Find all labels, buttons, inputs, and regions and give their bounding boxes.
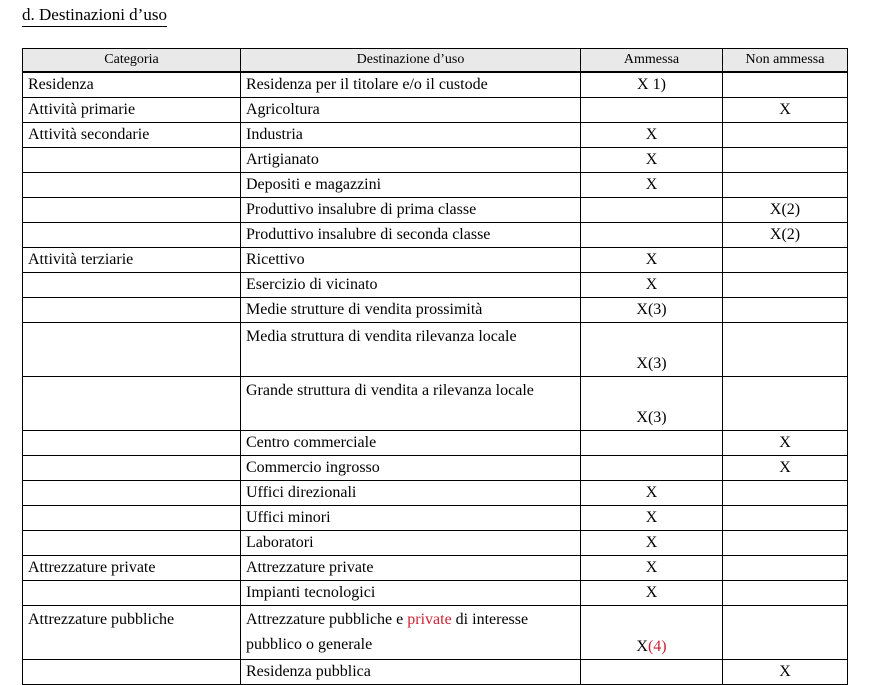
ammessa-mark: X(3) — [636, 301, 667, 318]
categoria-text — [23, 223, 240, 247]
cell-non-ammessa — [723, 506, 848, 531]
ammessa-mark: X — [645, 509, 658, 526]
categoria-text — [23, 298, 240, 322]
table-row — [23, 148, 848, 173]
table-row — [23, 273, 848, 298]
ammessa-mark — [581, 456, 722, 480]
table-row — [23, 456, 848, 481]
categoria-text — [23, 198, 240, 222]
cell-destinazione — [241, 273, 581, 298]
cell-ammessa — [581, 531, 723, 556]
destinazione-text: Agricoltura — [246, 101, 320, 118]
table-row — [23, 298, 848, 323]
cell-ammessa — [581, 456, 723, 481]
cell-non-ammessa — [723, 198, 848, 223]
categoria-text — [23, 323, 240, 376]
destinazione-text: Attrezzature private — [246, 559, 374, 576]
table-row — [23, 481, 848, 506]
cell-destinazione — [241, 123, 581, 148]
categoria-text — [23, 148, 240, 172]
cell-categoria — [23, 273, 241, 298]
categoria-text — [23, 660, 240, 684]
non-ammessa-mark — [723, 123, 847, 147]
cell-categoria — [23, 298, 241, 323]
destinazione-text: Laboratori — [246, 534, 314, 551]
cell-non-ammessa — [723, 123, 848, 148]
cell-categoria — [23, 456, 241, 481]
cell-destinazione — [241, 581, 581, 606]
cell-ammessa — [581, 123, 723, 148]
destinazione-text: Ricettivo — [246, 251, 305, 268]
cell-categoria — [23, 198, 241, 223]
cell-categoria — [23, 223, 241, 248]
categoria-text: Attività terziarie — [28, 251, 134, 268]
cell-categoria — [23, 481, 241, 506]
ammessa-mark — [581, 431, 722, 455]
cell-categoria — [23, 72, 241, 98]
highlighted-text: (4) — [647, 638, 667, 655]
categoria-text — [23, 581, 240, 605]
cell-ammessa — [581, 481, 723, 506]
cell-categoria — [23, 660, 241, 685]
table-row — [23, 506, 848, 531]
cell-non-ammessa — [723, 273, 848, 298]
table-row — [23, 248, 848, 273]
cell-ammessa — [581, 148, 723, 173]
plain-text: X — [636, 638, 648, 655]
destinazione-text: Produttivo insalubre di prima classe — [246, 201, 477, 218]
cell-ammessa — [581, 431, 723, 456]
non-ammessa-mark — [723, 248, 847, 272]
non-ammessa-mark — [723, 173, 847, 197]
destinazione-text: Depositi e magazzini — [246, 176, 382, 193]
cell-ammessa — [581, 173, 723, 198]
non-ammessa-mark: X — [779, 663, 791, 680]
cell-destinazione — [241, 531, 581, 556]
non-ammessa-mark — [723, 506, 847, 530]
cell-destinazione — [241, 506, 581, 531]
categoria-text — [23, 377, 240, 430]
table-row — [23, 556, 848, 581]
cell-non-ammessa — [723, 72, 848, 98]
table-row — [23, 660, 848, 685]
cell-ammessa — [581, 323, 723, 377]
non-ammessa-mark — [723, 481, 847, 505]
cell-destinazione — [241, 223, 581, 248]
cell-destinazione — [241, 248, 581, 273]
ammessa-mark — [581, 660, 722, 684]
highlighted-text: private — [407, 611, 452, 628]
cell-categoria — [23, 556, 241, 581]
cell-categoria — [23, 248, 241, 273]
destinazioni-uso-table — [22, 48, 848, 685]
destinazione-text: Residenza per il titolare e/o il custode — [246, 76, 488, 93]
ammessa-mark: X(3) — [636, 355, 667, 372]
destinazione-text: Media struttura di vendita rilevanza locale — [246, 328, 517, 345]
cell-non-ammessa — [723, 323, 848, 377]
ammessa-mark: X — [645, 126, 658, 143]
cell-ammessa — [581, 606, 723, 660]
cell-ammessa — [581, 273, 723, 298]
non-ammessa-mark — [723, 148, 847, 172]
destinazione-text: Centro commerciale — [246, 434, 377, 451]
categoria-text — [23, 456, 240, 480]
cell-ammessa — [581, 72, 723, 98]
cell-destinazione — [241, 298, 581, 323]
cell-ammessa — [581, 298, 723, 323]
cell-non-ammessa — [723, 556, 848, 581]
cell-destinazione — [241, 606, 581, 660]
table-row — [23, 606, 848, 660]
non-ammessa-mark — [723, 73, 847, 97]
cell-non-ammessa — [723, 173, 848, 198]
cell-non-ammessa — [723, 660, 848, 685]
cell-destinazione — [241, 377, 581, 431]
non-ammessa-mark — [723, 273, 847, 297]
categoria-text: Attrezzature pubbliche — [28, 611, 175, 628]
cell-non-ammessa — [723, 531, 848, 556]
ammessa-mark — [581, 198, 722, 222]
cell-categoria — [23, 531, 241, 556]
cell-ammessa — [581, 248, 723, 273]
cell-categoria — [23, 98, 241, 123]
column-header-categoria: Categoria — [23, 49, 241, 73]
table-row — [23, 323, 848, 377]
ammessa-mark: X — [645, 559, 658, 576]
non-ammessa-mark — [723, 581, 847, 605]
ammessa-mark: X(3) — [636, 409, 667, 426]
non-ammessa-mark: X — [779, 101, 791, 118]
section-heading: d. Destinazioni d’uso — [22, 5, 167, 27]
non-ammessa-mark — [723, 323, 847, 375]
cell-categoria — [23, 506, 241, 531]
cell-destinazione — [241, 173, 581, 198]
cell-non-ammessa — [723, 248, 848, 273]
cell-categoria — [23, 123, 241, 148]
cell-ammessa — [581, 581, 723, 606]
cell-destinazione — [241, 431, 581, 456]
table-header-row — [23, 49, 848, 73]
cell-ammessa — [581, 556, 723, 581]
cell-destinazione — [241, 98, 581, 123]
ammessa-mark: X — [645, 534, 658, 551]
categoria-text — [23, 431, 240, 455]
categoria-text: Attività secondarie — [28, 126, 150, 143]
ammessa-mark: X 1) — [637, 76, 666, 93]
cell-ammessa — [581, 223, 723, 248]
non-ammessa-mark — [723, 606, 847, 658]
cell-non-ammessa — [723, 456, 848, 481]
table-row — [23, 198, 848, 223]
categoria-text — [23, 531, 240, 555]
destinazione-text: Impianti tecnologici — [246, 584, 376, 601]
categoria-text — [23, 173, 240, 197]
cell-categoria — [23, 581, 241, 606]
cell-ammessa — [581, 660, 723, 685]
table-row — [23, 531, 848, 556]
cell-non-ammessa — [723, 431, 848, 456]
cell-non-ammessa — [723, 223, 848, 248]
non-ammessa-mark: X(2) — [769, 201, 801, 218]
cell-destinazione — [241, 481, 581, 506]
plain-text: Attrezzature pubbliche e — [246, 611, 408, 628]
non-ammessa-mark: X(2) — [769, 226, 801, 243]
cell-non-ammessa — [723, 298, 848, 323]
column-header-ammessa: Ammessa — [581, 49, 723, 73]
table-row — [23, 98, 848, 123]
cell-categoria — [23, 173, 241, 198]
destinazione-text: Commercio ingrosso — [246, 459, 380, 476]
categoria-text — [23, 273, 240, 297]
non-ammessa-mark — [723, 531, 847, 555]
cell-categoria — [23, 148, 241, 173]
table-row — [23, 431, 848, 456]
destinazione-text: Produttivo insalubre di seconda classe — [246, 226, 491, 243]
table-row — [23, 581, 848, 606]
ammessa-mark: X — [645, 176, 658, 193]
column-header-destinazione: Destinazione d’uso — [241, 49, 581, 73]
destinazione-text: Esercizio di vicinato — [246, 276, 378, 293]
table-row — [23, 123, 848, 148]
cell-categoria — [23, 606, 241, 660]
cell-destinazione — [241, 323, 581, 377]
cell-ammessa — [581, 506, 723, 531]
non-ammessa-mark — [723, 298, 847, 322]
non-ammessa-mark: X — [779, 434, 791, 451]
table-row — [23, 223, 848, 248]
cell-categoria — [23, 377, 241, 431]
ammessa-mark: X — [645, 584, 658, 601]
cell-destinazione — [241, 198, 581, 223]
cell-non-ammessa — [723, 581, 848, 606]
ammessa-mark: X — [645, 151, 658, 168]
ammessa-mark — [581, 98, 722, 122]
cell-non-ammessa — [723, 606, 848, 660]
ammessa-mark — [581, 223, 722, 247]
categoria-text: Attività primarie — [28, 101, 136, 118]
categoria-text — [23, 481, 240, 505]
cell-destinazione — [241, 556, 581, 581]
destinazione-text — [241, 606, 580, 659]
destinazione-text: Residenza pubblica — [246, 663, 371, 680]
cell-destinazione — [241, 72, 581, 98]
cell-categoria — [23, 323, 241, 377]
destinazione-text: Industria — [246, 126, 303, 143]
destinazione-text: Artigianato — [246, 151, 319, 168]
non-ammessa-mark: X — [779, 459, 791, 476]
cell-destinazione — [241, 456, 581, 481]
table-row — [23, 72, 848, 98]
cell-ammessa — [581, 98, 723, 123]
table-row — [23, 173, 848, 198]
ammessa-mark: X — [645, 484, 658, 501]
non-ammessa-mark — [723, 377, 847, 429]
destinazione-text: Uffici minori — [246, 509, 331, 526]
plain-text: di interesse pubblico o generale — [246, 611, 529, 653]
cell-non-ammessa — [723, 481, 848, 506]
cell-non-ammessa — [723, 148, 848, 173]
table-row — [23, 377, 848, 431]
column-header-non-ammessa: Non ammessa — [723, 49, 848, 73]
non-ammessa-mark — [723, 556, 847, 580]
cell-categoria — [23, 431, 241, 456]
cell-destinazione — [241, 660, 581, 685]
cell-destinazione — [241, 148, 581, 173]
cell-non-ammessa — [723, 98, 848, 123]
cell-non-ammessa — [723, 377, 848, 431]
ammessa-mark — [581, 606, 722, 658]
table-body — [23, 72, 848, 685]
destinazione-text: Grande struttura di vendita a rilevanza locale — [246, 382, 534, 399]
cell-ammessa — [581, 198, 723, 223]
ammessa-mark: X — [645, 276, 658, 293]
categoria-text: Residenza — [28, 76, 94, 93]
cell-ammessa — [581, 377, 723, 431]
categoria-text — [23, 506, 240, 530]
ammessa-mark: X — [645, 251, 658, 268]
destinazione-text: Medie strutture di vendita prossimità — [246, 301, 483, 318]
destinazione-text: Uffici direzionali — [246, 484, 357, 501]
categoria-text: Attrezzature private — [28, 559, 156, 576]
